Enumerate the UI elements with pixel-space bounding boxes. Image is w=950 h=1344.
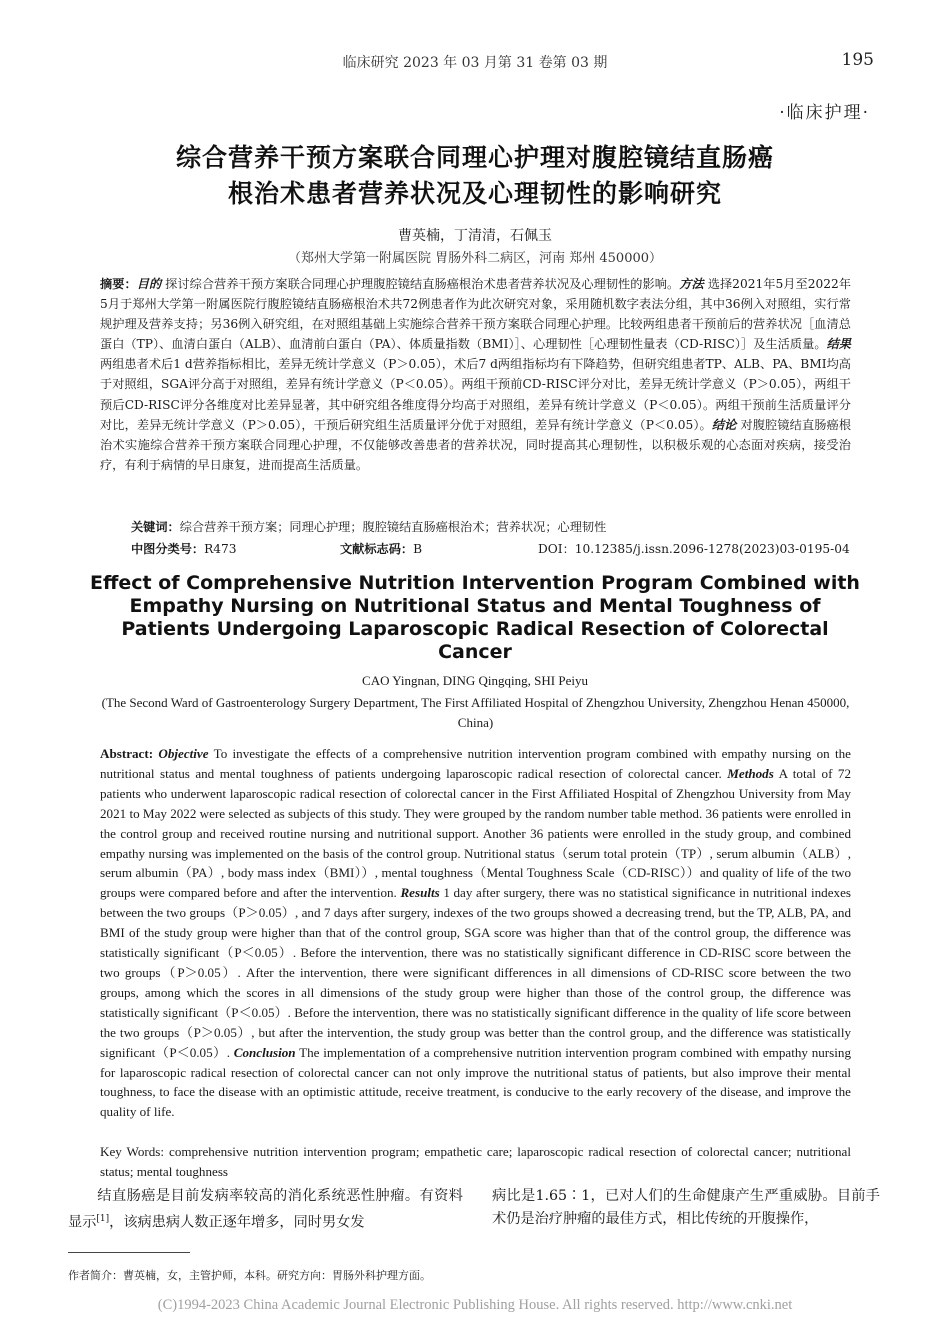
chinese-objective-text: 探讨综合营养干预方案联合同理心护理腹腔镜结直肠癌根治术患者营养状况及心理韧性的影响。 [165, 277, 680, 291]
chinese-conclusion-label: 结论 [711, 417, 737, 432]
english-methods-text: A total of 72 patients who underwent laparoscopic radical resection of colorectal cancer in the First Affiliated Hospital of Zhengzhou University from May 2021 to May 2022 were selected as subjects of this study. They were grouped by the random number table method. 36 patients were enrolled in the control group and received routine nursing and nutritional support. Another 36 patients were enrolled in the study group, and combined empathy nursing was implemented on the basis of the control group. Nutritional status（serum total protein（TP）, serum albumin（ALB）, serum albumin（PA）, body mass index（BMI））, mental toughness（Mental Toughness Scale（CD-RISC））and quality of life of the two groups were compared before and after the intervention. [100, 765, 852, 901]
chinese-title-line-1: 综合营养干预方案联合同理心护理对腹腔镜结直肠癌 [175, 143, 774, 172]
chinese-authors: 曹英楠，丁清清，石佩玉 [398, 228, 552, 244]
body-text-left-b: ，该病患病人数正逐年增多，同时男女发 [109, 1214, 365, 1231]
english-abstract-label: Abstract: [100, 746, 154, 761]
english-abstract [100, 744, 851, 1122]
english-objective-label: Objective [158, 746, 209, 761]
running-header: 临床研究 2023 年 03 月第 31 卷第 03 期 [342, 55, 608, 71]
copyright-notice: (C)1994-2023 China Academic Journal Electronic Publishing House. All rights reserved. http://www.cnki.net [157, 1297, 793, 1313]
chinese-abstract-label: 摘要： [100, 277, 137, 291]
english-title: Effect of Comprehensive Nutrition Intervention Program Combined with Empathy Nursing on Nutritional Status and Mental Toughness of Patients Undergoing Laparoscopic Radical Resection of Colorectal Cancer [90, 572, 860, 663]
citation-ref: [1] [96, 1214, 110, 1224]
doi: DOI：10.12385/j.issn.2096-1278(2023)03-0195-04 [538, 542, 850, 556]
author-footnote: 作者简介：曹英楠，女，主管护师，本科。研究方向：胃肠外科护理方面。 [68, 1269, 431, 1282]
page-number: 195 [841, 50, 874, 70]
footnote-rule [68, 1252, 190, 1253]
english-keywords [100, 1142, 851, 1182]
chinese-affiliation: （郑州大学第一附属医院 胃肠外科二病区，河南 郑州 450000） [287, 251, 663, 266]
document-code: 文献标志码：B [340, 542, 423, 556]
body-text-left-a: 结直肠癌是目前发病率较高的消化系统恶性肿瘤。有资料显示 [68, 1188, 463, 1231]
chinese-results-text: 两组患者术后1 d营养指标相比，差异无统计学意义（P＞0.05），术后7 d两组指标均有下降趋势，但研究组患者TP、ALB、PA、BMI均高于对照组，SGA评分高于对照组，差异有统计学意义（P＜0.05）。两组干预前CD-RISC评分对比，差异无统计学意义（P＞0.05），两组干预后CD-RISC评分各维度对比差异显著，其中研究组各维度得分均高于对照组，差异有统计学意义（P＜0.05）。两组干预前生活质量评分对比，差异无统计学意义（P＞0.05），干预后研究组生活质量评分优于对照组，差异有统计学意义（P＜0.05）。 [100, 357, 851, 432]
body-column-left [68, 1185, 463, 1235]
english-results-label: Results [400, 885, 440, 901]
chinese-title-line-2: 根治术患者营养状况及心理韧性的影响研究 [227, 179, 722, 208]
chinese-results-label: 结果 [826, 337, 851, 352]
english-objective-text: To investigate the effects of a comprehensive nutrition intervention program combined with empathy nursing on the nutritional status and mental toughness of patients undergoing laparoscopic radical resection of colorectal cancer. [100, 746, 851, 781]
chinese-keywords-label: 关键词： [131, 520, 180, 534]
english-conclusion-label: Conclusion [233, 1044, 296, 1060]
chinese-keywords [131, 518, 851, 535]
english-methods-label: Methods [727, 765, 774, 781]
section-label: ·临床护理· [779, 103, 870, 123]
chinese-conclusion-text: 对腹腔镜结直肠癌根治术实施综合营养干预方案联合同理心护理，不仅能够改善患者的营养状况，同时提高其心理韧性，以积极乐观的心态面对疾病，接受治疗，有利于病情的早日康复，进而提高生活质量。 [100, 417, 852, 472]
clc-code: 中图分类号：R473 [131, 542, 237, 556]
chinese-objective-label: 目的 [136, 277, 162, 291]
english-keywords-text: comprehensive nutrition intervention program; empathetic care; laparoscopic radical resection of colorectal cancer; nutritional status; mental toughness [100, 1144, 851, 1179]
chinese-abstract [100, 274, 851, 475]
english-keywords-label: Key Words: [100, 1144, 165, 1159]
english-results-text: 1 day after surgery, there was no statistical significance in nutritional indexes between the two groups（P＞0.05）, and 7 days after surgery, indexes of the two groups showed a decreasing trend, but the TP, ALB, PA, and BMI of the study group were higher than that of the control group, SGA score was higher than that of the control group, the difference was statistically significant（P＜0.05）. Before the intervention, there was no statistically significant difference in CD-RISC score between the two groups（P＞0.05）. After the intervention, there were significant differences in all dimensions of CD-RISC score between the two groups, among which the scores in all dimensions of the study group were higher than those of the control group, the difference was statistically significant（P＜0.05）. Before the intervention, there was no statistically significant difference in the quality of life score between the two groups（P＞0.05）, but after the intervention, the study group was better than the control group, and the difference was statistically significant（P＜0.05）. [100, 885, 851, 1060]
chinese-title [60, 140, 890, 212]
english-authors: CAO Yingnan, DING Qingqing, SHI Peiyu [362, 673, 588, 688]
english-conclusion-text: The implementation of a comprehensive nutrition intervention program combined with empathy nursing for laparoscopic radical resection of colorectal cancer can not only improve the nutritional status of patients, but also improve their mental toughness, to face the disease with an optimistic attitude, receive treatment, is conducive to the early recovery of the disease, and improve the quality of life. [100, 1044, 851, 1120]
body-column-right: 病比是1.65∶1，已对人们的生命健康产生严重威胁。目前手术仍是治疗肿瘤的最佳方式，相比传统的开腹操作， [492, 1188, 880, 1227]
chinese-methods-text: 选择2021年5月至2022年5月于郑州大学第一附属医院行腹腔镜结直肠癌根治术共72例患者作为此次研究对象，采用随机数字表法分组，其中36例入对照组，实行常规护理及营养支持；另36例入研究组，在对照组基础上实施综合营养干预方案联合同理心护理。比较两组患者干预前后的营养状况［血清总蛋白（TP）、血清白蛋白（ALB）、血清前白蛋白（PA）、体质量指数（BMI）］、心理韧性［心理韧性量表（CD-RISC）］及生活质量。 [100, 277, 852, 352]
chinese-methods-label: 方法 [679, 277, 704, 291]
english-affiliation: (The Second Ward of Gastroenterology Surgery Department, The First Affiliated Hospital of Zhengzhou University, Zhengzhou Henan 450000, China) [101, 695, 850, 730]
chinese-keywords-text: 综合营养干预方案；同理心护理；腹腔镜结直肠癌根治术；营养状况；心理韧性 [179, 520, 607, 534]
